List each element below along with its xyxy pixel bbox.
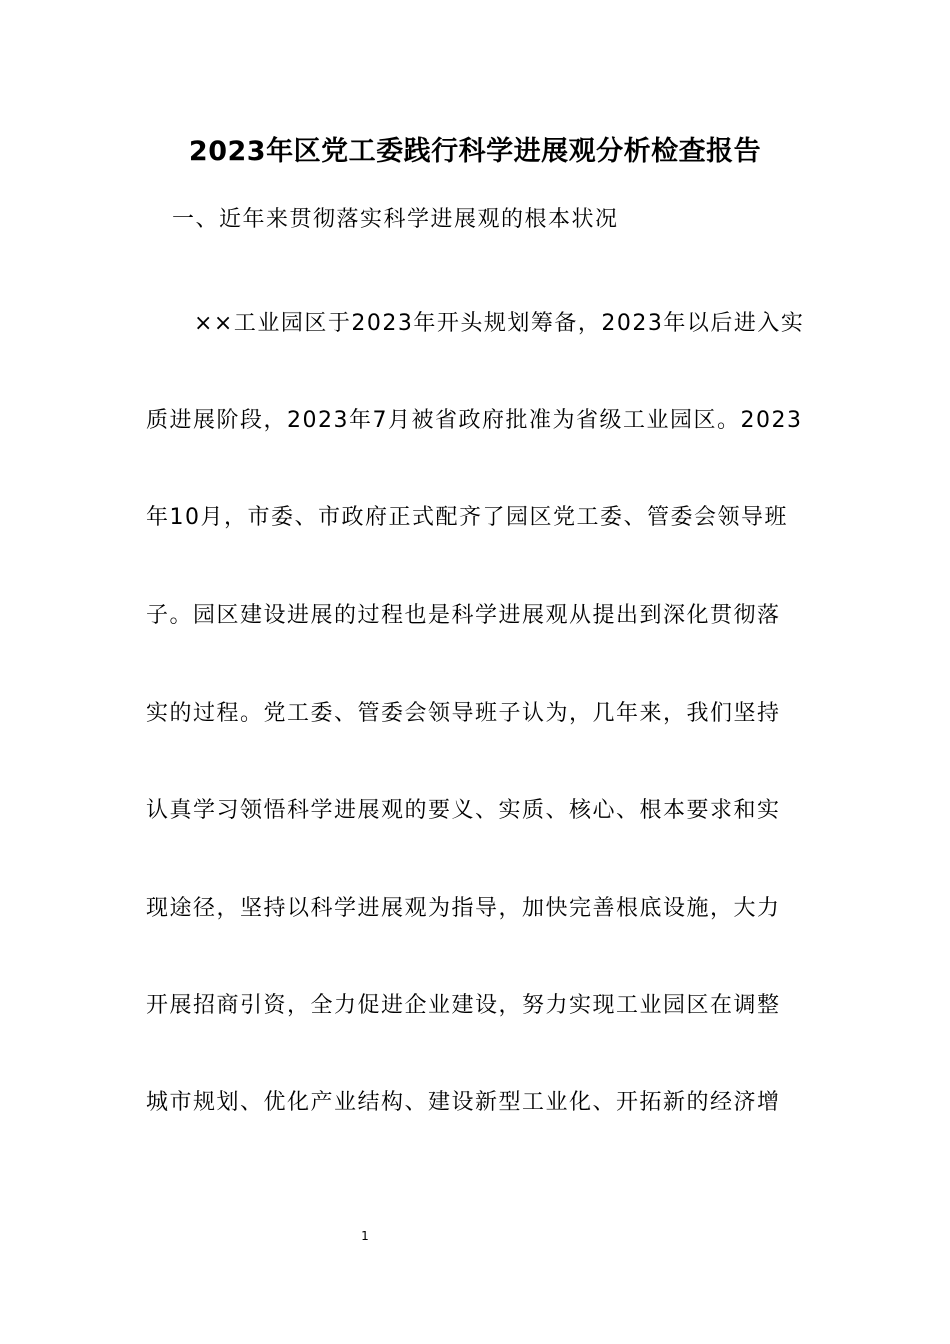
paragraph-line: ××工业园区于2023年开头规划筹备，2023年以后进入实 <box>194 311 805 336</box>
paragraph-line: 开展招商引资，全力促进企业建设，努力实现工业园区在调整 <box>146 993 781 1018</box>
paragraph-line: 实的过程。党工委、管委会领导班子认为，几年来，我们坚持 <box>146 701 781 726</box>
paragraph-line: 认真学习领悟科学进展观的要义、实质、核心、根本要求和实 <box>146 798 781 823</box>
paragraph-line: 质进展阶段，2023年7月被省政府批准为省级工业园区。2023 <box>146 408 803 433</box>
document-title: 2023年区党工委践行科学进展观分析检查报告 <box>188 136 762 167</box>
page-number: 1 <box>361 1229 369 1243</box>
paragraph-line: 现途径，坚持以科学进展观为指导，加快完善根底设施，大力 <box>146 896 781 921</box>
paragraph-line: 城市规划、优化产业结构、建设新型工业化、开拓新的经济增 <box>146 1090 781 1115</box>
section-heading: 一、近年来贯彻落实科学进展观的根本状况 <box>172 207 619 232</box>
paragraph-line: 子。园区建设进展的过程也是科学进展观从提出到深化贯彻落 <box>146 603 781 628</box>
paragraph-line: 年10月，市委、市政府正式配齐了园区党工委、管委会领导班 <box>146 505 788 530</box>
